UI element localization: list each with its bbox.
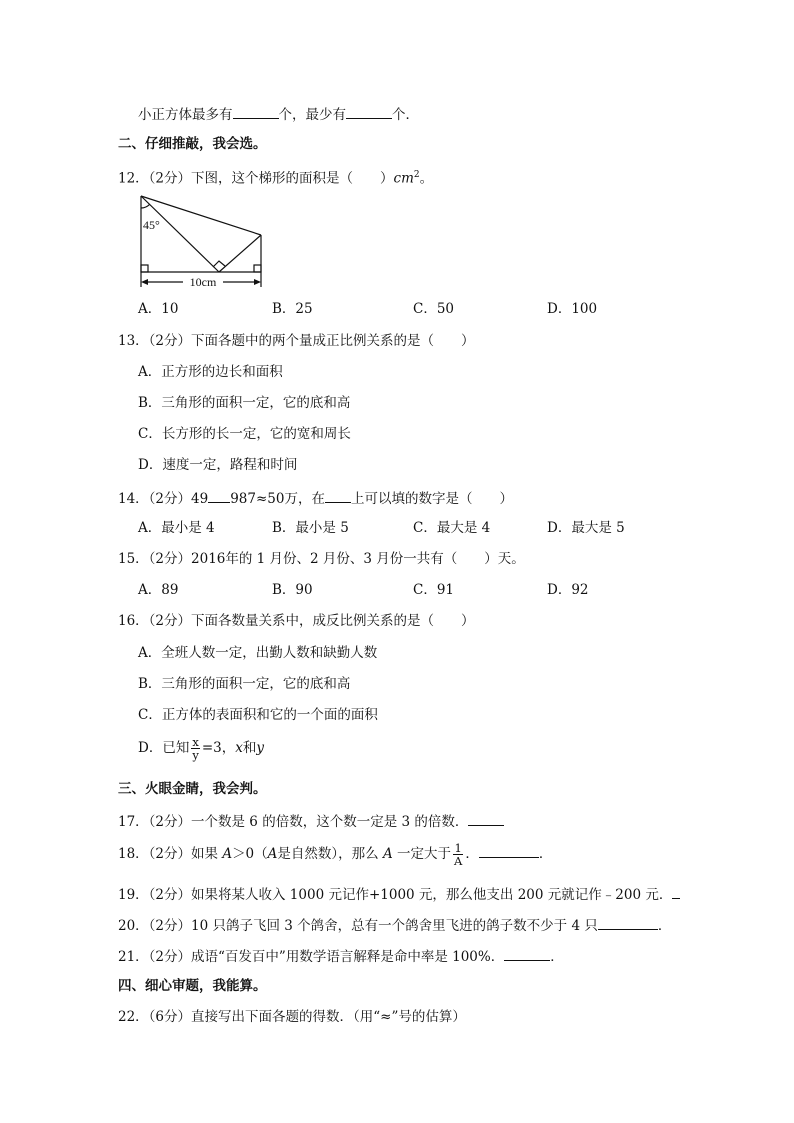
right-angle-mark <box>254 265 261 272</box>
digit-blank[interactable] <box>208 488 230 503</box>
dimension-arrow <box>254 279 261 285</box>
q13-option-b[interactable]: B．三角形的面积一定，它的底和高 <box>138 395 351 411</box>
q16-option-b[interactable]: B．三角形的面积一定，它的底和高 <box>138 676 351 692</box>
question-18: 18．（2分）如果 A＞0（A是自然数），那么 A 一定大于 $\frac{1}{A}$ ． ． <box>118 841 553 868</box>
question-13-stem: 13．（2分）下面各题中的两个量成正比例关系的是（ ） <box>118 333 475 349</box>
q12-option-d[interactable]: D．100 <box>547 301 598 317</box>
q16-option-c[interactable]: C．正方体的表面积和它的一个面的面积 <box>138 707 378 723</box>
section-heading-calculate: 四、细心审题，我能算。 <box>118 978 267 994</box>
question-14-stem: 14．（2分）49 987≈50万，在 上可以填的数字是（ ） <box>118 488 513 508</box>
answer-blank[interactable] <box>479 843 539 858</box>
q15-option-d[interactable]: D．92 <box>547 582 589 598</box>
trapezoid-figure <box>135 190 270 290</box>
angle-arc <box>141 205 150 209</box>
answer-blank[interactable] <box>598 915 658 930</box>
fraction: $\frac{1}{A}$ <box>454 841 463 868</box>
q16-option-a[interactable]: A．全班人数一定，出勤人数和缺勤人数 <box>138 645 378 661</box>
question-12-stem: 12．（2分）下图，这个梯形的面积是（ ）$cm^2$。 <box>118 170 434 187</box>
diagonal-line <box>141 196 219 272</box>
answer-blank[interactable] <box>672 884 680 899</box>
answer-blank[interactable] <box>504 946 550 961</box>
fraction: $\frac{x}{y}$ <box>192 735 199 762</box>
right-angle-mark <box>213 261 225 267</box>
question-16-stem: 16．（2分）下面各数量关系中，成反比例关系的是（ ） <box>118 613 475 629</box>
q15-option-a[interactable]: A．89 <box>138 582 179 598</box>
q12-option-c[interactable]: C．50 <box>413 301 455 317</box>
q13-option-a[interactable]: A．正方形的边长和面积 <box>138 364 283 380</box>
right-angle-mark <box>141 265 148 272</box>
question-17: 17．（2分）一个数是 6 的倍数，这个数一定是 3 的倍数． <box>118 811 504 831</box>
answer-blank[interactable] <box>233 104 279 119</box>
q14-option-d[interactable]: D．最大是 5 <box>547 520 625 536</box>
question-21: 21．（2分）成语“百发百中”用数学语言解释是命中率是 100%． ． <box>118 946 564 966</box>
question-20: 20．（2分）10 只鸽子飞回 3 个鸽舍，总有一个鸽舍里飞进的鸽子数不少于 4 只 ． <box>118 915 671 935</box>
q16-option-d[interactable]: D．已知 $\frac{x}{y}$ =3，x和y <box>138 735 264 762</box>
q15-option-b[interactable]: B．90 <box>272 582 313 598</box>
q13-option-d[interactable]: D．速度一定，路程和时间 <box>138 457 298 473</box>
q11-tail: 小正方体最多有 个，最少有 个． <box>138 104 419 124</box>
answer-blank[interactable] <box>468 811 504 826</box>
q14-option-b[interactable]: B．最小是 5 <box>272 520 349 536</box>
question-19: 19．（2分）如果将某人收入 1000 元记作+1000 元，那么他支出 200 元就记作﹣200 元． <box>118 884 680 904</box>
section-heading-judge: 三、火眼金睛，我会判。 <box>118 781 267 797</box>
q12-option-a[interactable]: A．10 <box>138 301 179 317</box>
q12-option-b[interactable]: B．25 <box>272 301 313 317</box>
diagonal-line <box>219 235 261 272</box>
base-length-label: 10cm <box>189 275 217 289</box>
angle-label: 45° <box>143 218 160 232</box>
q14-option-c[interactable]: C．最大是 4 <box>413 520 491 536</box>
q13-option-c[interactable]: C．长方形的长一定，它的宽和周长 <box>138 426 351 442</box>
q15-option-c[interactable]: C．91 <box>413 582 455 598</box>
dimension-arrow <box>141 279 148 285</box>
question-22-stem: 22．（6分）直接写出下面各题的得数．（用“≈”号的估算） <box>118 1009 466 1025</box>
q14-option-a[interactable]: A．最小是 4 <box>138 520 215 536</box>
question-15-stem: 15．（2分）2016年的 1 月份、2 月份、3 月份一共有（ ）天。 <box>118 551 525 567</box>
answer-blank[interactable] <box>346 104 392 119</box>
digit-blank[interactable] <box>325 488 351 503</box>
section-heading-choose: 二、仔细推敲，我会选。 <box>118 136 267 152</box>
